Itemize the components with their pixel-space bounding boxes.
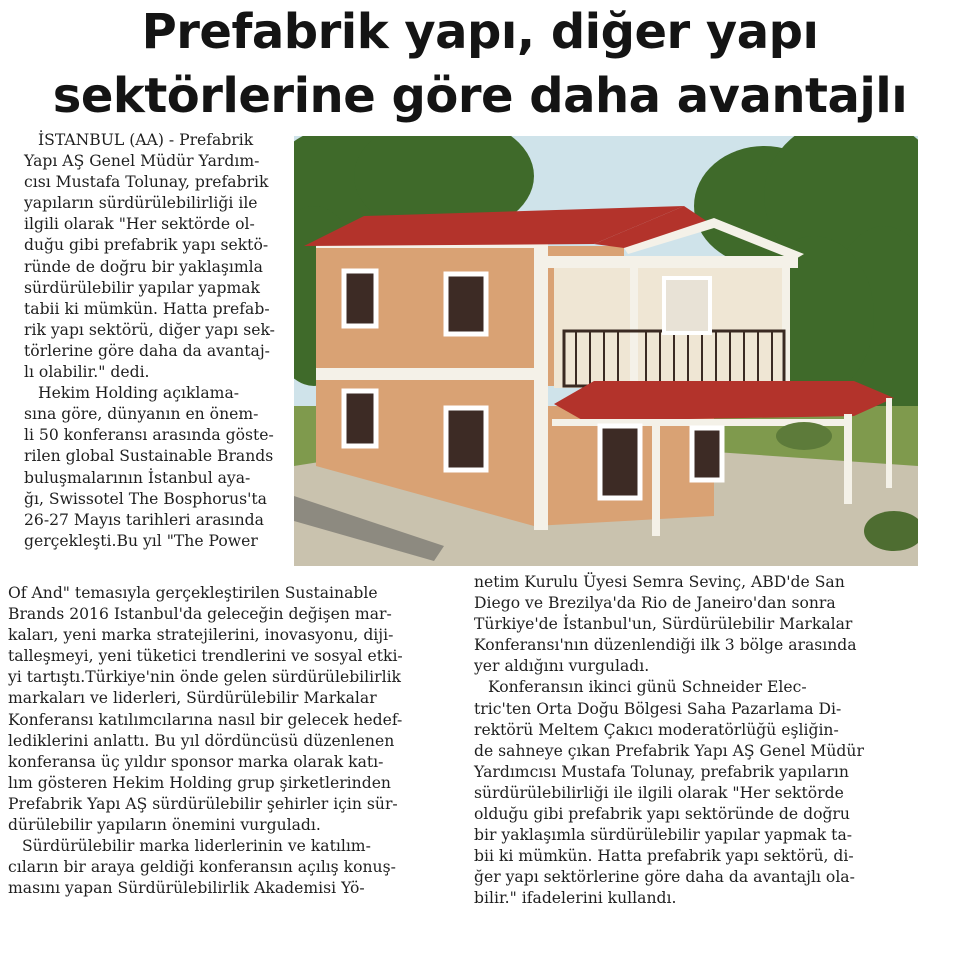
text-line: lım gösteren Hekim Holding grup şirketlerinden <box>8 773 391 792</box>
text-line: yer aldığını vurguladı. <box>474 657 650 676</box>
text-line: sürdürülebilir yapılar yapmak <box>24 278 260 297</box>
text-line: sına göre, dünyanın en önem- <box>24 405 259 424</box>
text-line: Hekim Holding açıklama- <box>38 384 240 403</box>
text-line: bii ki mümkün. Hatta prefabrik yapı sektörü, di- <box>474 847 854 866</box>
text-line: tric'ten Orta Doğu Bölgesi Saha Pazarlama Di- <box>474 699 842 718</box>
article-column-right <box>474 572 918 910</box>
text-line: ğer yapı sektörlerine göre daha da avantajlı ola- <box>474 868 855 887</box>
text-line: ründe de doğru bir yaklaşımla <box>24 257 263 276</box>
prefabricated-house-illustration <box>294 136 918 566</box>
text-line: dürülebilir yapıların önemini vurguladı. <box>8 816 321 835</box>
text-line: masını yapan Sürdürülebilirlik Akademisi Yö- <box>8 879 365 898</box>
text-line: Prefabrik Yapı AŞ sürdürülebilir şehirler için sür- <box>8 794 398 813</box>
text-line: buluşmalarının İstanbul aya- <box>24 468 251 487</box>
text-line: tabii ki mümkün. Hatta prefab- <box>24 299 270 318</box>
text-line: cısı Mustafa Tolunay, prefabrik <box>24 173 269 192</box>
text-line: Yardımcısı Mustafa Tolunay, prefabrik yapıların <box>474 762 849 781</box>
text-line: markaları ve liderleri, Sürdürülebilir Markalar <box>8 689 377 708</box>
text-line: netim Kurulu Üyesi Semra Sevinç, ABD'de San <box>474 573 845 591</box>
text-line: Türkiye'de İstanbul'un, Sürdürülebilir Markalar <box>474 615 853 634</box>
text-line: rektörü Meltem Çakıcı moderatörlüğü eşliğin- <box>474 720 839 739</box>
text-line: cıların bir araya geldiği konferansın açılış konuş- <box>8 858 396 877</box>
text-line: duğu gibi prefabrik yapı sektö- <box>24 236 269 255</box>
text-line: Of And" temasıyla gerçekleştirilen Sustainable <box>8 584 378 602</box>
text-line: olduğu gibi prefabrik yapı sektöründe de doğru <box>474 805 850 824</box>
text-line: de sahneye çıkan Prefabrik Yapı AŞ Genel Müdür <box>474 741 864 760</box>
text-line: Diego ve Brezilya'da Rio de Janeiro'dan sonra <box>474 594 836 613</box>
article-column-left-top <box>24 130 299 552</box>
text-line: Yapı AŞ Genel Müdür Yardım- <box>24 152 260 171</box>
article-headline <box>0 0 960 128</box>
text-line: yi tartıştı.Türkiye'nin önde gelen sürdürülebilirlik <box>8 668 402 687</box>
text-line: rilen global Sustainable Brands <box>24 447 274 466</box>
text-line: lediklerini anlattı. Bu yıl dördüncüsü düzenlenen <box>8 731 395 750</box>
text-line: Konferansın ikinci günü Schneider Elec- <box>488 678 807 697</box>
text-line: talleşmeyi, yeni tüketici trendlerini ve sosyal etki- <box>8 647 403 666</box>
text-line: bir yaklaşımla sürdürülebilir yapılar yapmak ta- <box>474 826 853 845</box>
text-line: Konferansı katılımcılarına nasıl bir gelecek hedef- <box>8 710 403 729</box>
headline-line-1: Prefabrik yapı, diğer yapı <box>141 4 819 60</box>
text-line: lı olabilir." dedi. <box>24 363 150 382</box>
text-line: ilgili olarak "Her sektörde ol- <box>24 215 255 234</box>
text-line: Konferansı'nın düzenlendiği ilk 3 bölge arasında <box>474 636 857 655</box>
house-photo <box>294 136 918 566</box>
text-line: İSTANBUL (AA) - Prefabrik <box>38 131 254 149</box>
text-line: ğı, Swissotel The Bosphorus'ta <box>24 489 267 508</box>
text-line: Sürdürülebilir marka liderlerinin ve katılım- <box>22 837 371 856</box>
headline-line-2: sektörlerine göre daha avantajlı <box>52 68 908 124</box>
text-line: sürdürülebilirliği ile ilgili olarak "Her sektörde <box>474 783 844 802</box>
text-line: Brands 2016 Istanbul'da geleceğin değişen mar- <box>8 605 392 624</box>
text-line: konferansa üç yıldır sponsor marka olarak katı- <box>8 752 384 771</box>
text-line: törlerine göre daha da avantaj- <box>24 341 270 360</box>
article-column-left-bottom <box>8 583 464 899</box>
text-line: rik yapı sektörü, diğer yapı sek- <box>24 320 275 339</box>
text-line: gerçekleşti.Bu yıl "The Power <box>24 531 258 550</box>
text-line: kaları, yeni marka stratejilerini, inovasyonu, diji- <box>8 626 394 645</box>
text-line: li 50 konferansı arasında göste- <box>24 426 274 445</box>
text-line: yapıların sürdürülebilirliği ile <box>24 194 258 213</box>
text-line: bilir." ifadelerini kullandı. <box>474 889 677 908</box>
text-line: 26-27 Mayıs tarihleri arasında <box>24 510 264 529</box>
